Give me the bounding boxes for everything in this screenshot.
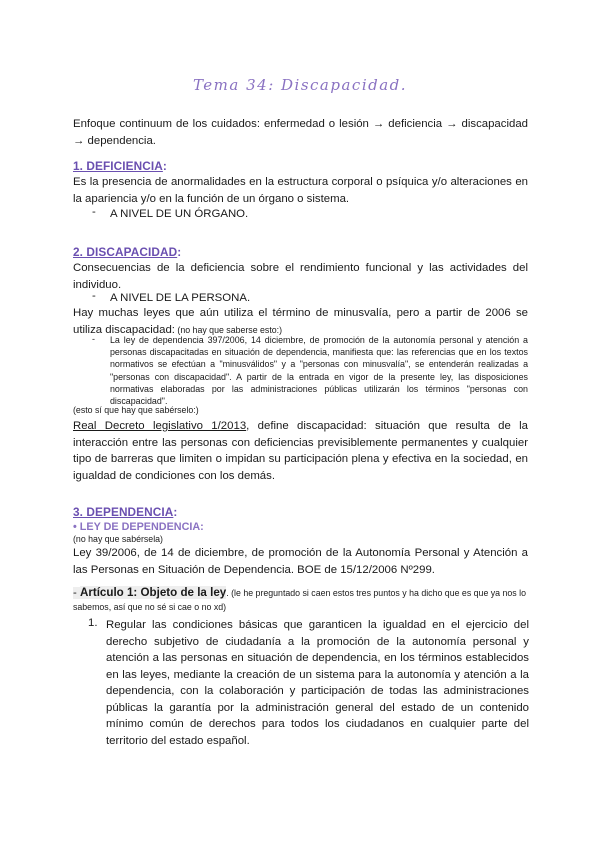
section-1-bullet: A NIVEL DE UN ÓRGANO. xyxy=(110,208,249,220)
article-title: Artículo 1: Objeto de la ley xyxy=(79,586,227,599)
section-heading-text: 3. DEPENDENCIA xyxy=(73,505,174,519)
section-1-text: Es la presencia de anormalidades en la estructura corporal o psíquica y/o alteraciones en la apariencia y/o en la función de un órgano o sistema. xyxy=(73,176,528,205)
heading-colon: : xyxy=(173,505,178,519)
paragraph-text: Hay muchas leyes que aún utiliza el término de minusvalía, pero a partir de 2006 se utiliza discapacidad: xyxy=(73,307,528,336)
law-paragraph: Ley 39/2006, de 14 de diciembre, de promoción de la Autonomía Personal y Atención a las Personas en Situación de Dependencia. BOE de 15/12/2006 Nº299. xyxy=(73,547,528,576)
section-1-heading xyxy=(73,158,528,176)
section-heading-text: 2. DISCAPACIDAD xyxy=(73,245,178,259)
section-2-heading xyxy=(73,244,528,262)
real-decreto-paragraph xyxy=(73,418,528,484)
article-1-item-1: Regular las condiciones básicas que garanticen la igualdad en el ejercicio del derecho subjetivo de ciudadanía a la promoción de la autonomía personal y atención a las personas en situación de dependencia, en los términos establecidos en las leyes, mediante la creación de un sistema para la autonomía y atención a la dependencia, con la colaboración y participación de todas las administraciones públicas la garantía por la administración general del estado de un contenido mínimo común de derechos para todos los ciudadanos en cualquier parte del territorio del estado español. xyxy=(106,619,529,747)
intro-paragraph: Enfoque continuum de los cuidados: enfermedad o lesión → deficiencia → discapacidad → dependencia. xyxy=(73,118,528,147)
section-2-note: (esto sí que hay que sabérselo:) xyxy=(73,405,199,415)
article-prefix: - xyxy=(73,587,80,599)
article-note: . (le he preguntado si caen estos tres puntos y ha dicho que es que ya nos lo sabemos, así que no sé si cae o no xd) xyxy=(73,588,526,612)
real-decreto-link[interactable]: Real Decreto legislativo 1/2013 xyxy=(73,420,247,432)
section-3-note: (no hay que sabérsela) xyxy=(73,534,163,544)
section-2-bullet: A NIVEL DE LA PERSONA. xyxy=(110,292,251,304)
law-quote: La ley de dependencia 397/2006, 14 diciembre, de promoción de la autonomía personal y atención a personas discapacitadas en situación de dependencia, manifiesta que: las referencias que en los textos normativos se efectúan a "minusválidos" y a "personas con minusvalía", se entenderán realizadas a "personas con discapacidad". A partir de la entrada en vigor de la presente ley, las disposiciones normativas elaboradas por las administraciones públicas utilizarán los términos "personas con discapacidad". xyxy=(110,335,528,407)
heading-colon: : xyxy=(162,159,167,173)
bullet-dash: - xyxy=(92,290,96,302)
heading-colon: : xyxy=(177,245,182,259)
section-3-subheading: • LEY DE DEPENDENCIA: xyxy=(73,521,204,533)
article-1-line xyxy=(73,586,528,614)
real-decreto-text: , define discapacidad: situación que resulta de la interacción entre las personas con deficiencias previsiblemente permanentes y cualquier tipo de barreras que limiten o impidan su participación plena y efectiva en la sociedad, en igualdad de condiciones con los demás. xyxy=(73,420,528,482)
section-2-text: Consecuencias de la deficiencia sobre el rendimiento funcional y las actividades del individuo. xyxy=(73,262,528,291)
page-title: Tema 34: Discapacidad. xyxy=(192,76,408,94)
sub-bullet-dash: - xyxy=(92,334,95,344)
section-heading-text: 1. DEFICIENCIA xyxy=(73,159,163,173)
paragraph-note: (no hay que saberse esto:) xyxy=(174,324,283,335)
bullet-dash: - xyxy=(92,206,96,218)
list-number: 1. xyxy=(88,617,98,629)
